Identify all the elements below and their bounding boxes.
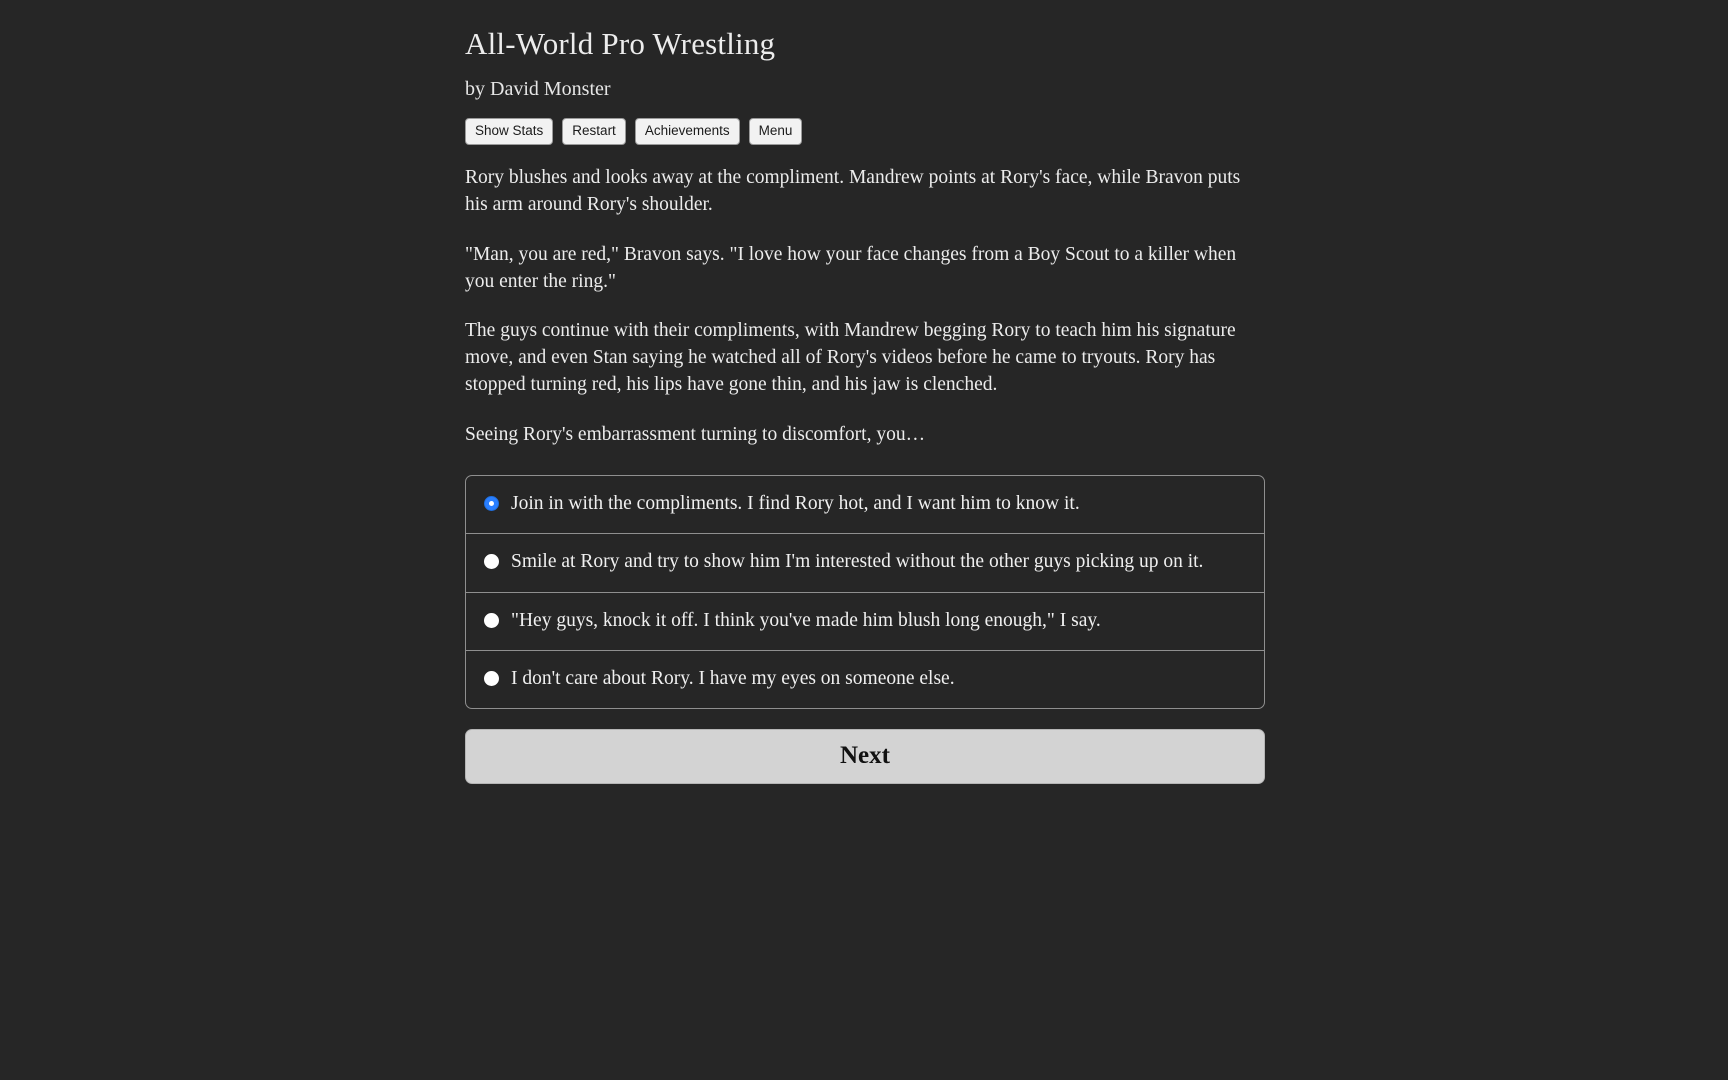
story-paragraph: The guys continue with their compliments, with Mandrew begging Rory to teach him his signature move, and even Stan saying he watched all of Rory's videos before he came to tryouts. Rory has stopped turning red, his lips have gone thin, and his jaw is clenched. bbox=[465, 320, 1236, 396]
choice-label: Join in with the compliments. I find Rory hot, and I want him to know it. bbox=[511, 493, 1080, 515]
story-column bbox=[465, 18, 1265, 784]
story-text bbox=[465, 165, 1265, 449]
choice-option[interactable] bbox=[466, 476, 1264, 534]
story-paragraph: Rory blushes and looks away at the compliment. Mandrew points at Rory's face, while Bravon puts his arm around Rory's shoulder. bbox=[465, 166, 1241, 215]
story-prompt: Seeing Rory's embarrassment turning to discomfort, you… bbox=[465, 424, 926, 446]
radio-icon[interactable] bbox=[484, 496, 499, 511]
choice-option[interactable] bbox=[466, 593, 1264, 651]
choice-label: Smile at Rory and try to show him I'm interested without the other guys picking up on it. bbox=[511, 551, 1204, 573]
choice-option[interactable] bbox=[466, 534, 1264, 592]
radio-icon[interactable] bbox=[484, 613, 499, 628]
menu-button[interactable]: Menu bbox=[749, 118, 803, 145]
next-button[interactable]: Next bbox=[465, 729, 1265, 784]
show-stats-button[interactable]: Show Stats bbox=[465, 118, 553, 145]
story-paragraph: "Man, you are red," Bravon says. "I love how your face changes from a Boy Scout to a killer when you enter the ring." bbox=[465, 243, 1237, 292]
choice-option[interactable] bbox=[466, 651, 1264, 708]
author-byline: by David Monster bbox=[465, 78, 611, 101]
achievements-button[interactable]: Achievements bbox=[635, 118, 740, 145]
choice-list bbox=[465, 475, 1265, 709]
toolbar bbox=[465, 118, 1265, 145]
choice-label: "Hey guys, knock it off. I think you've made him blush long enough," I say. bbox=[511, 609, 1101, 631]
restart-button[interactable]: Restart bbox=[562, 118, 626, 145]
radio-icon[interactable] bbox=[484, 671, 499, 686]
page-title: All-World Pro Wrestling bbox=[465, 26, 776, 61]
choice-label: I don't care about Rory. I have my eyes on someone else. bbox=[511, 668, 955, 689]
radio-icon[interactable] bbox=[484, 554, 499, 569]
